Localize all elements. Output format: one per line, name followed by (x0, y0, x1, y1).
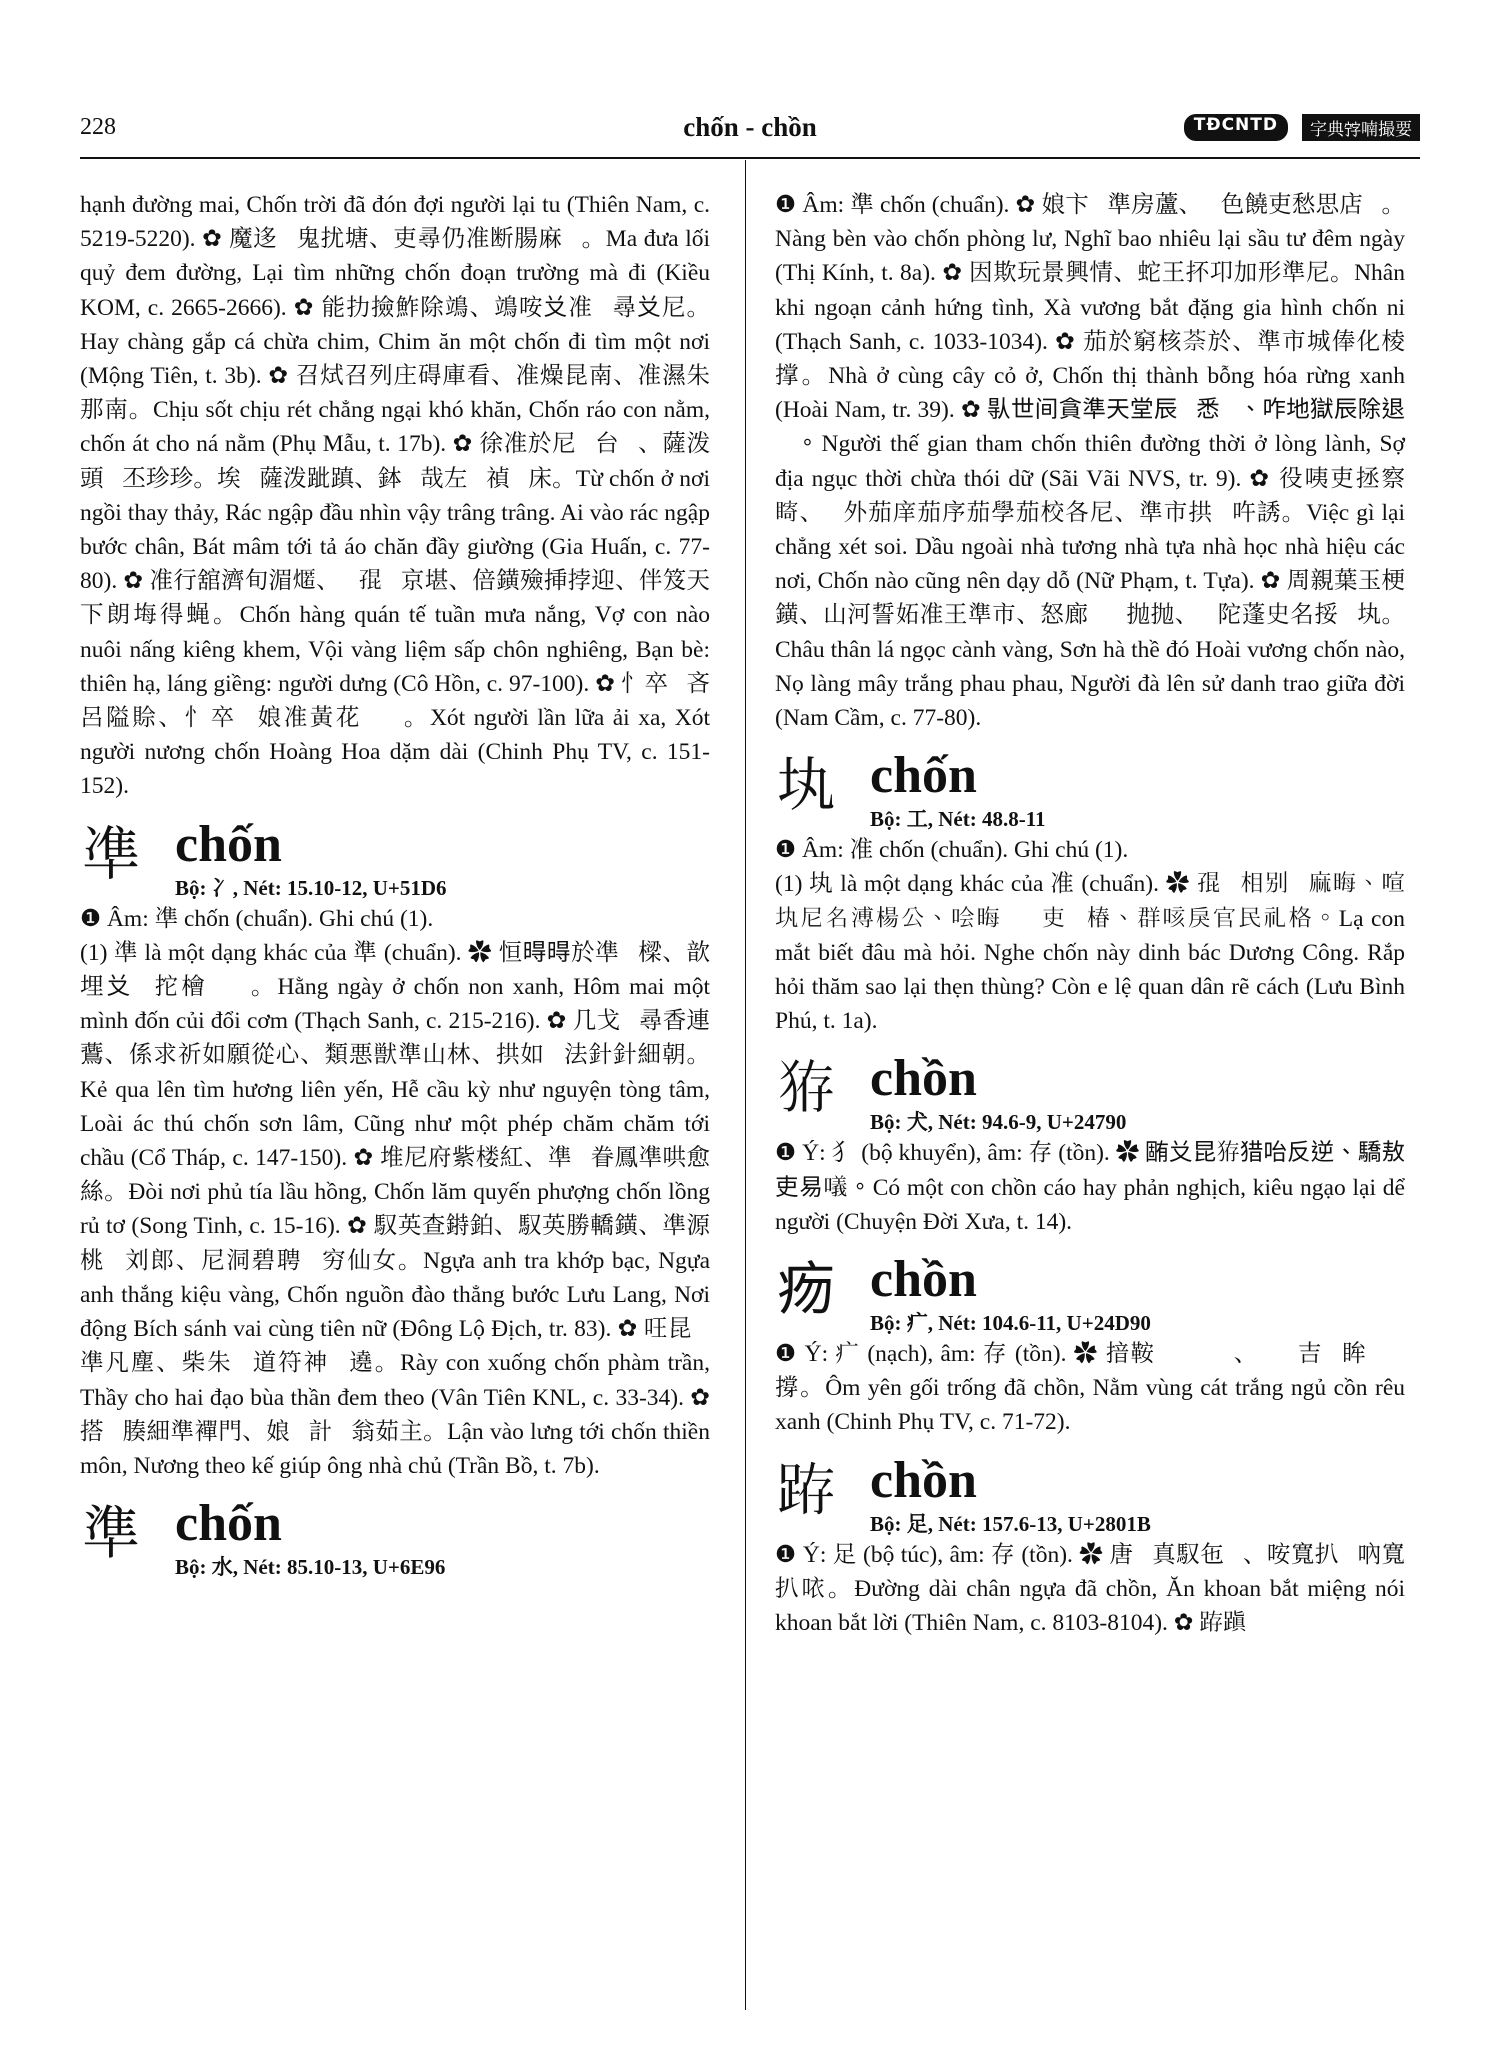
entry-note: (1) 凖 là một dạng khác của 準 (chuẩn). ✿ 恒𣈜𣈜於凖𡶀樑、歆埋𠬠𨉓拕檜𠶋𨢇。Hằng ngày ở chốn non xanh, Hôm mai một mình đốn củi đổi cơm (Thạch Sanh, c. 215-216). ✿ 几戈𡽫尋香連鷰、係求祈如願從心、類悪獣準山林、拱如𠅎法針針細朝。Kẻ qua lên tìm hương liên yến, Hễ cầu kỳ như nguyện tòng tâm, Loài ác thú chốn sơn lâm, Cũng như một phép chăm chăm tới chầu (Cổ Tháp, c. 147-150). ✿ 堆尼府紫楼紅、凖𣅶眷鳳凖哄愈絲。Đòi nơi phủ tía lầu hồng, Chốn lăm quyến phượng chốn lồng rủ tơ (Song Tinh, c. 15-16). ✿ 馭英查𨨲鉑、馭英勝轎鐄、凖源桃𨀈刘郎、尼洞碧聘𦠘穷仙女。Ngựa anh tra khớp bạc, Ngựa anh thắng kiệu vàng, Chốn nguồn đào thẳng bước Lưu Lang, Nơi động Bích sánh vai cùng tiên nữ (Đông Lộ Địch, tr. 83). ✿ 㕵昆𠖤凖凡塵、柴朱𠄩道符神𠅎遶。Rày con xuống chốn phàm trần, Thầy cho hai đạo bùa thần đem theo (Vân Tiên KNL, c. 33-34). ✿ 搭𠓨腠細準襌門、娘𨀈計𠻵翁茹主。Lận vào lưng tới chốn thiền môn, Nương theo kế giúp ông nhà chủ (Trần Bồ, t. 7b). (80, 939, 710, 1479)
radical-info: Bộ: 疒, Nét: 104.6-11, U+24D90 (870, 1311, 1151, 1336)
radical-info: Bộ: 水, Nét: 85.10-13, U+6E96 (175, 1555, 446, 1580)
headword: chốn (175, 815, 282, 873)
sense-line: ❶ Âm: 凖 chốn (chuẩn). Ghi chú (1). (80, 905, 434, 932)
continued-text: hạnh đường mai, Chốn trời đã đón đợi người lại tu (Thiên Nam, c. 5219-5220). ✿ 魔迻𡍢鬼扰塘、吏尋仍准断腸麻𡗶。Ma đưa lối quỷ đem đường, Lại tìm những chốn đoạn trường mà đi (Kiều KOM, c. 2665-2666). ✿ 能扐撿鮓除鴗、鴗咹𠬠准𡗶尋𠬠尼。Hay chàng gắp cá chừa chim, Chim ăn một chốn đi tìm một nơi (Mộng Tiên, t. 3b). ✿ 召烒召列庄碍庫看、准燥昆南、准濕朱那南。Chịu sốt chịu rét chẳng ngại khó khăn, Chốn ráo con nằm, chốn át cho ná nằm (Phụ Mẫu, t. 17b). ✿ 徐准於尼𪮏台𩛷、薩泼頭𥆾丕珍珍。埃𠓨薩泼跐蹎、鉢𩚵哉左𧜖禎𥯉床。Từ chốn ở nơi ngồi thay thảy, Rác ngập đầu nhìn vậy trâng trâng. Ai vào rác ngập bước chân, Bát mâm tới tả áo chăn đầy giường (Gia Huấn, c. 77-80). ✿ 准行舘濟旬湄𤎐、𡞕𡥵𦀊京堪、倍鐄殮挿挬迎、伴笈天下朗㙁得蝇。Chốn hàng quán tế tuần mưa nắng, Vợ con nào nuôi nấng kiêng khem, Vội vàng liệm sấp chôn nghiêng, Bạn bè: thiên hạ, láng giềng: người dưng (Cô Hồn, c. 97-100). ✿ 忄卒𡗶吝呂隘賒、忄卒𡗶娘准黃花𩛂𨱽。Xót người lần lữa ải xa, Xót người nương chốn Hoàng Hoa dặm dài (Chinh Phụ TV, c. 151-152). (80, 192, 710, 800)
entry-header (775, 749, 1405, 833)
publisher-logos (1184, 114, 1420, 141)
header-rule (80, 157, 1420, 159)
entry-glyph: 準 (82, 1499, 141, 1568)
right-column (775, 188, 1405, 1640)
radical-info: Bộ: 足, Nét: 157.6-13, U+2801B (870, 1511, 1151, 1536)
headword: chốn (870, 747, 977, 805)
left-column (80, 188, 710, 1581)
entry-header (775, 1451, 1405, 1538)
headword: chồn (870, 1050, 977, 1108)
entry-glyph: 𤞐 (777, 1054, 836, 1123)
headword: chồn (870, 1451, 977, 1509)
page-header (80, 110, 1420, 152)
headword: chồn (870, 1251, 977, 1309)
sense-line: ❶ Ý: 犭 (bộ khuyển), âm: 存 (tồn). ✿ 𣎏𠬠昆𤞐猎咍反逆、驕敖吏易𠿿。Có một con chồn cáo hay phản nghịch, kiêu ngạo lại dể người (Chuyện Đời Xưa, t. 14). (775, 1140, 1405, 1235)
sense-line: ❶ Âm: 准 chốn (chuẩn). Ghi chú (1). (775, 837, 1129, 864)
entry-header (80, 1497, 710, 1581)
dictionary-logo: 字典𡨸喃撮要 (1302, 114, 1420, 141)
entry-header (775, 1052, 1405, 1136)
sense-line: ❶ Ý: 足 (bộ túc), âm: 存 (tồn). ✿ 唐𨱽真馭㐌𨀛、咹寬扒𠰘吶寬扒𠲖。Đường dài chân ngựa đã chồn, Ăn khoan bắt miệng nói khoan bắt lời (Thiên Nam, c. 8103-8104). ✿ 𨀛蹎 (775, 1541, 1405, 1637)
headword: chốn (175, 1495, 282, 1553)
radical-info: Bộ: 工, Nét: 48.8-11 (870, 807, 1046, 832)
entry-glyph: 𨀛 (777, 1455, 836, 1524)
radical-info: Bộ: 犬, Nét: 94.6-9, U+24790 (870, 1110, 1127, 1135)
column-divider (745, 160, 746, 2010)
entry-glyph: 凖 (82, 819, 141, 888)
running-title: chốn - chồn (683, 112, 817, 142)
radical-info: Bộ: 冫, Nét: 15.10-12, U+51D6 (175, 875, 447, 900)
entry-header (80, 815, 710, 902)
sense-line: ❶ Ý: 疒 (nạch), âm: 存 (tồn). ✿ 揞鞍𦁂𦼔𠀧𤵐、𦷾𨆢吉𣘈眸𡐙𦼔撐。Ôm yên gối trống đã chồn, Nằm vùng cát trắng ngủ cồn rêu xanh (Chinh Phụ TV, c. 71-72). (775, 1341, 1405, 1436)
entry-note: (1) 𡉕 là một dạng khác của 准 (chuẩn). ✿ 𡥵𥉫相别𢧚麻晦、喧𡉕尼名溥楊公、哙晦𠻵𡘯吏𠫾椿、群咳戾官民礼格。Lạ con mắt biết đâu mà hỏi. Nghe chốn này dinh bác Dương Công. Rắp hỏi thăm sao lại thẹn thùng? Còn e lệ quan dân rẽ cách (Lưu Bình Phú, t. 1a). (775, 871, 1405, 1035)
entry-glyph: 𡉕 (777, 751, 836, 820)
entry-glyph: 𤵐 (777, 1255, 836, 1324)
tdcntd-logo: TĐCNTD (1184, 114, 1288, 141)
page-number: 228 (80, 114, 116, 140)
continued-text: ❶ Âm: 準 chốn (chuẩn). ✿ 娘卞𠓨準房蘆、𢫝色饒吏愁思店𣈜。Nàng bèn vào chốn phòng lư, Nghĩ bao nhiêu lại sầu tư đêm ngày (Thị Kính, t. 8a). ✿ 因欺玩景興情、蛇王抔卭加形準尼。Nhân khi ngoạn cảnh hứng tình, Xà vương bắt đặng gia hình chốn ni (Thạch Sanh, c. 1033-1034). ✿ 茄於窮核𦯬於、準市城俸化棱撑。Nhà ở cùng cây cỏ ở, Chốn thị thành bỗng hóa rừng xanh (Hoài Nam, tr. 39). ✿ 𠊛世间貪準天堂辰𡓇悉𡗶、咋地獄辰除退𠅒。Người thế gian tham chốn thiên đường thời ở lòng lành, Sợ địa ngục thời chừa thói dữ (Sãi Vãi NVS, tr. 9). ✿ 役咦吏拯察𥊘、𠌨外茄庠茄序茄學茄校各尼、準市拱𦛌吘誘。Việc gì lại chẳng xét soi. Dầu ngoài nhà tương nhà tựa nhà học nhà hiệu các nơi, Chốn nào cũng nên dạy dỗ (Nữ Phạm, t. Tựa). ✿ 周親葉玉梗鐄、山河誓妬准王準市、怒廊𩄲𤽸抛抛、𡗶陀蓬史名挼𠃣𡉕。Châu thân lá ngọc cành vàng, Sơn hà thề đó Hoài vương chốn nào, Nọ làng mây trắng phau phau, Người đà lên sử danh trao giữa đời (Nam Cầm, c. 77-80). (775, 192, 1405, 732)
entry-header (775, 1253, 1405, 1337)
